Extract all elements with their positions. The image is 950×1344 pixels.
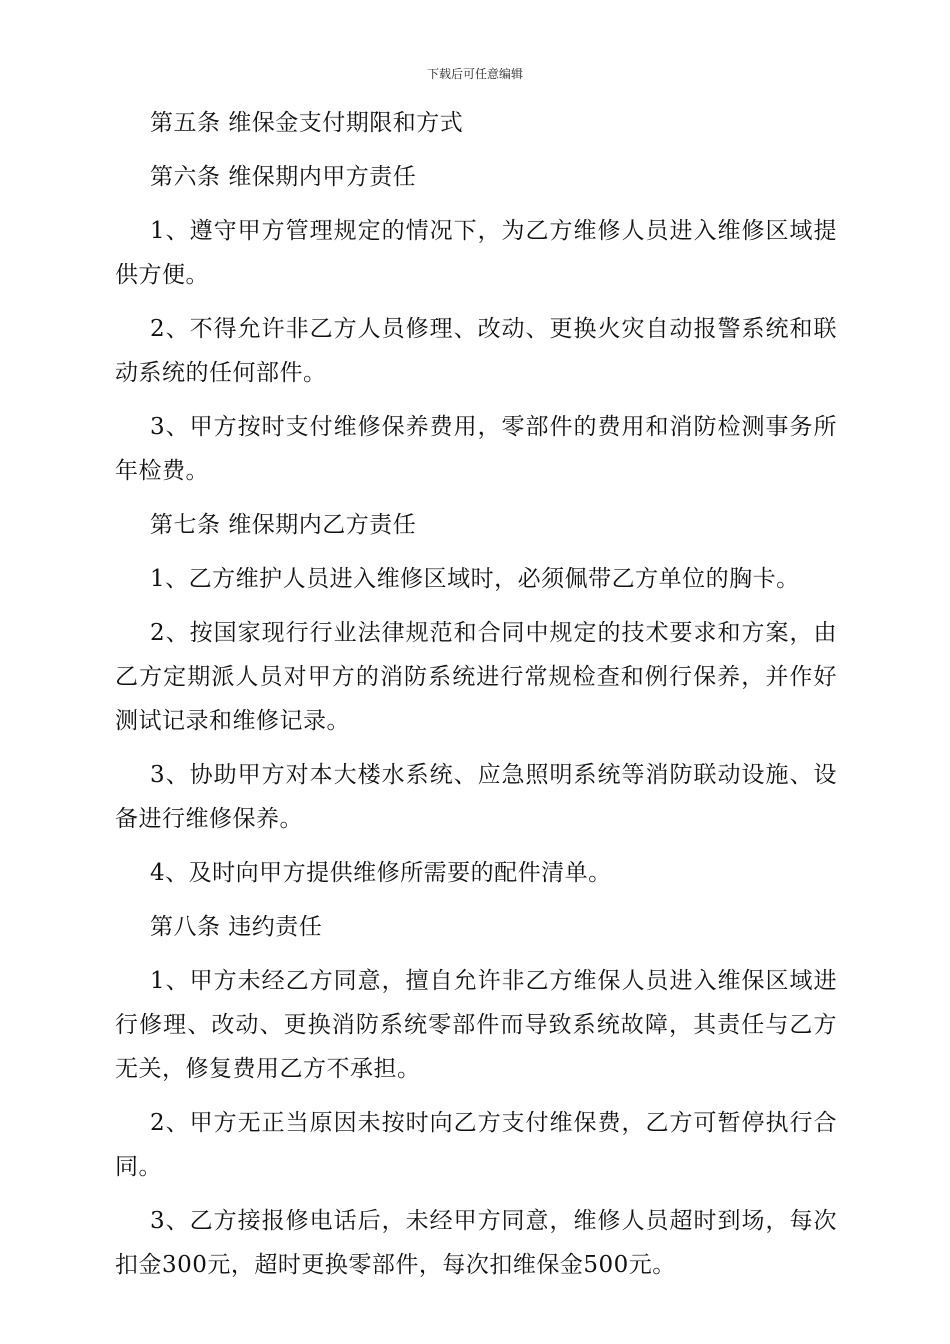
article-8-clause-2: 2、甲方无正当原因未按时向乙方支付维保费，乙方可暂停执行合同。 bbox=[115, 1110, 837, 1180]
article-7-clause-3: 3、协助甲方对本大楼水系统、应急照明系统等消防联动设施、设备进行维修保养。 bbox=[115, 762, 837, 832]
article-7-clause-4: 4、及时向甲方提供维修所需要的配件清单。 bbox=[150, 860, 612, 886]
article-7-clause-2: 2、按国家现行行业法律规范和合同中规定的技术要求和方案，由乙方定期派人员对甲方的消防系统进行常规检查和例行保养，并作好测试记录和维修记录。 bbox=[115, 620, 837, 734]
article-8-clause-1: 1、甲方未经乙方同意，擅自允许非乙方维保人员进入维保区域进行修理、改动、更换消防系统零部件而导致系统故障，其责任与乙方无关，修复费用乙方不承担。 bbox=[115, 968, 837, 1082]
article-7-heading: 第七条 维保期内乙方责任 bbox=[150, 512, 417, 538]
article-6-clause-2: 2、不得允许非乙方人员修理、改动、更换火灾自动报警系统和联动系统的任何部件。 bbox=[115, 316, 837, 386]
article-6-heading: 第六条 维保期内甲方责任 bbox=[150, 164, 417, 190]
article-8-heading: 第八条 违约责任 bbox=[150, 914, 323, 940]
article-7-clause-1: 1、乙方维护人员进入维修区域时，必须佩带乙方单位的胸卡。 bbox=[150, 566, 800, 592]
document-body bbox=[115, 101, 837, 1297]
page-header-note: 下载后可任意编辑 bbox=[426, 67, 523, 81]
article-6-clause-3: 3、甲方按时支付维修保养费用，零部件的费用和消防检测事务所年检费。 bbox=[115, 414, 837, 484]
article-8-clause-3: 3、乙方接报修电话后，未经甲方同意，维修人员超时到场，每次扣金300元，超时更换零部件，每次扣维保金500元。 bbox=[115, 1208, 837, 1278]
article-6-clause-1: 1、遵守甲方管理规定的情况下，为乙方维修人员进入维修区域提供方便。 bbox=[115, 218, 837, 288]
article-5-heading: 第五条 维保金支付期限和方式 bbox=[150, 110, 464, 136]
